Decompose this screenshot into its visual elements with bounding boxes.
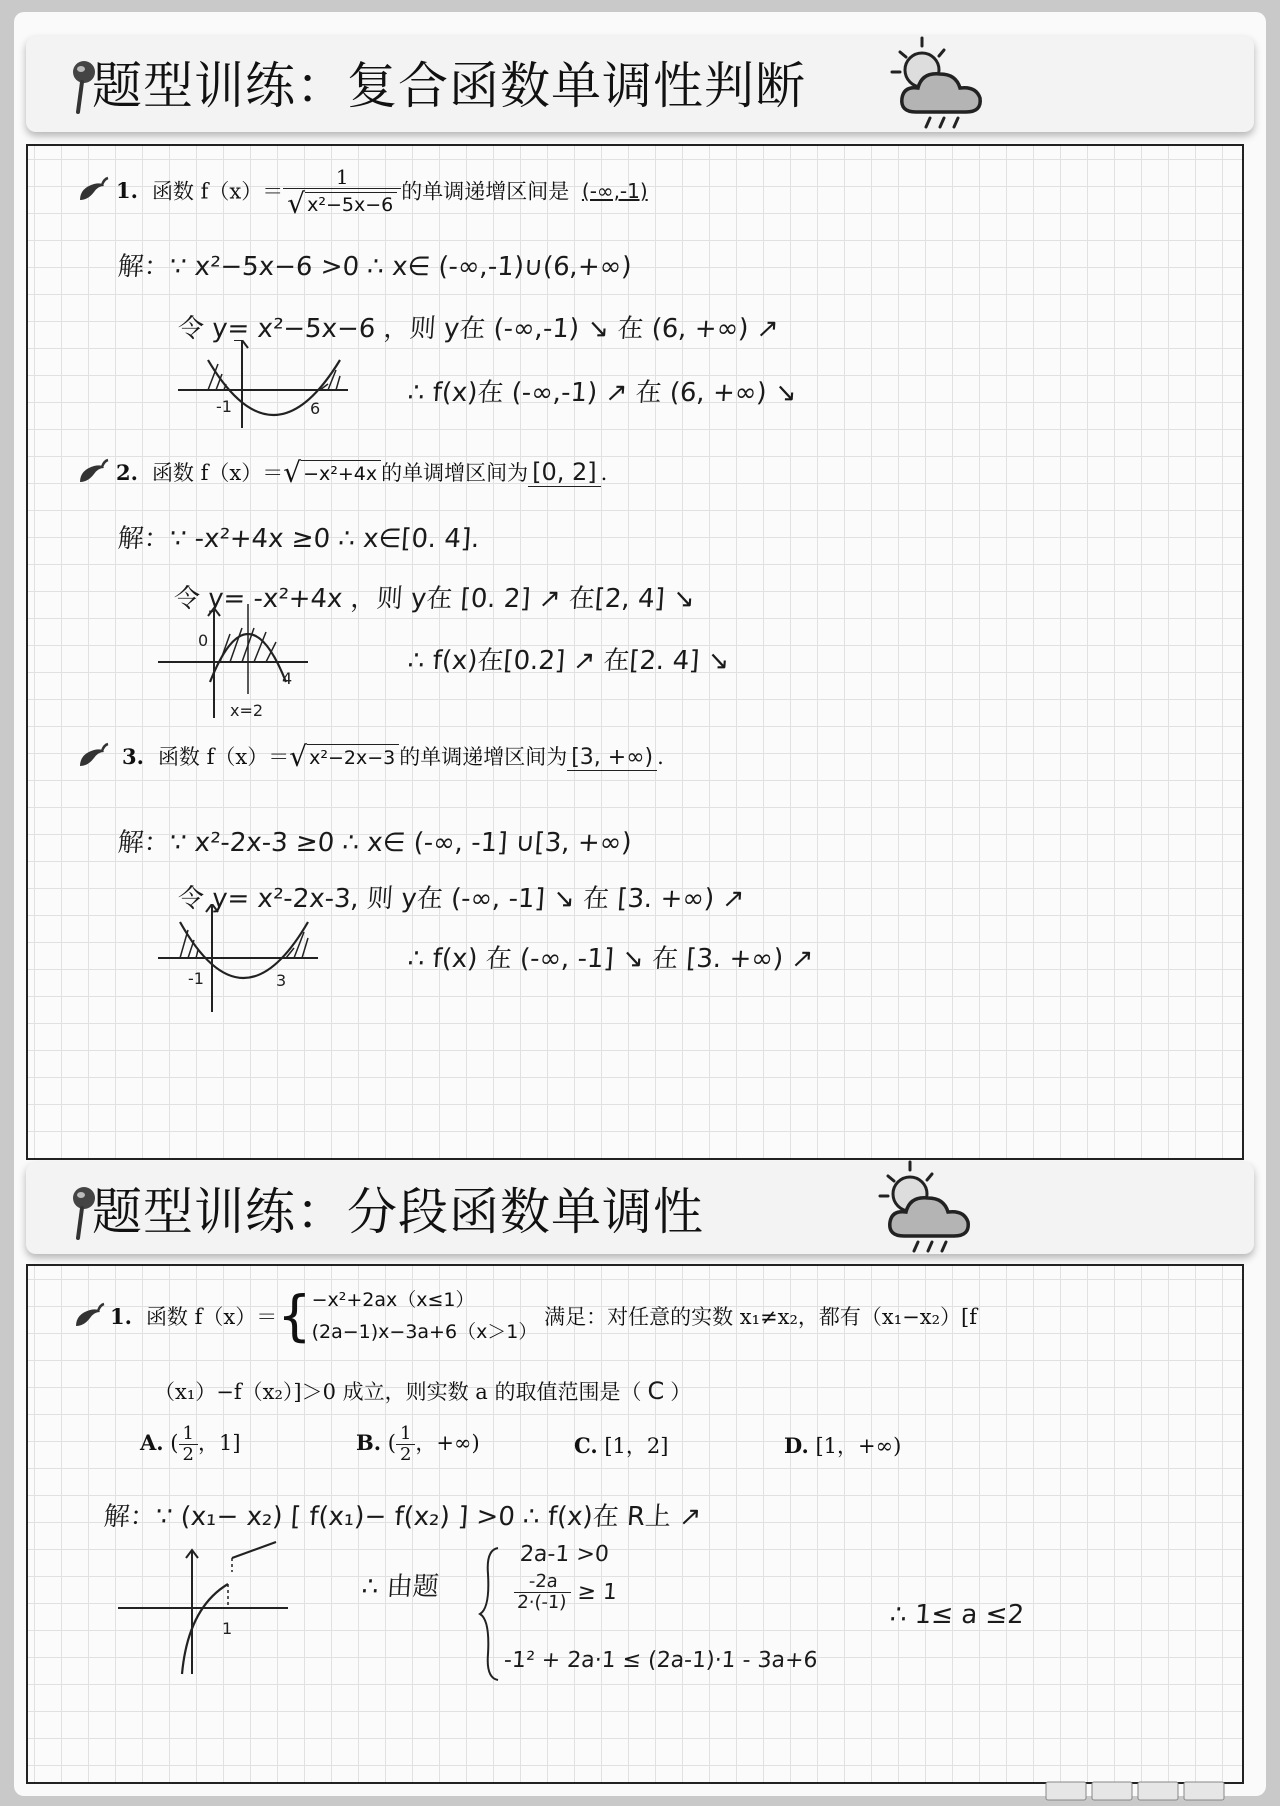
solution-line: ∴ f(x) 在 (-∞, -1] ↘ 在 [3. +∞) ↗ — [406, 944, 815, 974]
system-brace — [476, 1544, 506, 1684]
denominator: 2·(-1) — [516, 1591, 568, 1613]
solution-line: 令 y= x²-2x-3, 则 y在 (-∞, -1] ↘ 在 [3. +∞) ↗ — [176, 884, 746, 914]
question-piecewise — [110, 1284, 977, 1348]
partly-cloudy-rain-icon — [874, 1158, 994, 1254]
section-title: 题型训练：分段函数单调性 — [92, 1183, 704, 1241]
option-text: [1，2] — [604, 1434, 669, 1458]
parabola-sketch — [158, 904, 338, 1014]
solution-line: 解：∵ x²-2x-3 ≥0 ∴ x∈ (-∞, -1] ∪[3, +∞) — [116, 828, 633, 858]
solution-line: 令 y= -x²+4x ，则 y在 [0. 2] ↗ 在[2, 4] ↘ — [172, 584, 696, 614]
numerator: 1 — [396, 1424, 415, 1445]
denominator: 2 — [182, 1443, 194, 1465]
question-suffix: 的单调递增区间为 — [399, 745, 568, 769]
option-a — [140, 1424, 241, 1465]
option-label: D. — [784, 1433, 809, 1458]
axis-label: x=2 — [230, 701, 264, 720]
solution-line: ∴ f(x)在 (-∞,-1) ↗ 在 (6, +∞) ↘ — [406, 378, 798, 408]
conclusion: ∴ 1≤ a ≤2 — [888, 1600, 1025, 1630]
condition-text: （x₁）−f（x₂）]＞0 成立，则实数 a 的取值范围是（ — [154, 1380, 642, 1404]
option-label: C. — [574, 1433, 598, 1458]
system-eq-2 — [513, 1572, 619, 1613]
fraction — [513, 1572, 573, 1613]
sqrt-sign: √ — [289, 740, 308, 773]
question-suffix: 的单调增区间为 — [381, 461, 529, 485]
axis-label: -1 — [216, 397, 232, 416]
page-footer-marks — [1040, 1778, 1240, 1804]
option-c — [574, 1430, 668, 1460]
handwritten-choice: C — [647, 1377, 665, 1405]
radicand: x²−2x−3 — [307, 744, 399, 769]
chili-pepper-icon — [76, 176, 110, 204]
case-1: −x²+2ax（x≤1） — [311, 1289, 475, 1311]
relation: ≥ 1 — [576, 1579, 618, 1605]
question-suffix: 的单调递增区间是 — [401, 179, 570, 204]
numerator: -2a — [514, 1572, 573, 1593]
parabola-sketch — [178, 340, 358, 430]
question-prefix: 函数 f（x）＝ — [157, 745, 290, 769]
solution-line: 令 y= x²−5x−6 ，则 y在 (-∞,-1) ↘ 在 (6, +∞) ↗ — [176, 314, 780, 344]
fraction — [396, 1424, 415, 1465]
axis-label: 4 — [282, 669, 293, 688]
option-d — [784, 1430, 901, 1460]
denominator — [283, 189, 401, 220]
axis-label: 3 — [276, 971, 287, 990]
system-eq-1: 2a-1 >0 — [519, 1542, 610, 1567]
chili-pepper-icon — [76, 742, 110, 770]
section-title: 题型训练：复合函数单调性判断 — [92, 57, 806, 115]
condition-line-1: 满足：对任意的实数 x₁≠x₂，都有（x₁−x₂）[f — [544, 1305, 977, 1329]
section-banner-1 — [26, 36, 1254, 132]
option-label: B. — [356, 1429, 382, 1455]
axis-label: -1 — [188, 969, 204, 988]
solution-line: 解：∵ (x₁− x₂) [ f(x₁)− f(x₂) ] >0 ∴ f(x)在 R上 ↗ — [102, 1502, 703, 1532]
chili-pepper-icon — [76, 458, 110, 486]
denominator: 2 — [399, 1443, 412, 1465]
piecewise-graph-sketch — [118, 1538, 298, 1678]
section-panel-1 — [26, 144, 1244, 1160]
question-number: 3. — [122, 744, 144, 769]
handwritten-answer: (-∞,-1) — [581, 179, 648, 204]
question-number: 2. — [116, 460, 138, 485]
radicand: x²−5x−6 — [305, 192, 397, 216]
solution-from: ∴ 由题 — [360, 1572, 440, 1602]
fraction — [179, 1424, 198, 1465]
solution-line: 解：∵ x²−5x−6 >0 ∴ x∈ (-∞,-1)∪(6,+∞) — [116, 252, 633, 282]
question-number: 1. — [116, 178, 138, 204]
numerator: 1 — [283, 166, 401, 189]
period: . — [600, 461, 608, 485]
question-3 — [122, 740, 664, 773]
solution-line: 解：∵ -x²+4x ≥0 ∴ x∈[0. 4]. — [116, 524, 481, 554]
question-number: 1. — [110, 1303, 132, 1329]
period: . — [657, 745, 664, 769]
section-banner-2 — [26, 1162, 1254, 1254]
chili-pepper-icon — [72, 1302, 106, 1330]
axis-label: 6 — [310, 399, 321, 418]
piecewise-cases — [312, 1284, 538, 1348]
fraction — [283, 166, 401, 220]
option-b — [356, 1424, 480, 1465]
question-prefix: 函数 f（x）＝ — [151, 461, 284, 485]
option-rest: ，+∞) — [415, 1430, 480, 1455]
option-label: A. — [140, 1429, 164, 1455]
case-2: (2a−1)x−3a+6（x＞1） — [311, 1321, 538, 1343]
option-rest: ，1] — [197, 1430, 241, 1455]
sqrt-sign: √ — [287, 187, 306, 220]
system-eq-3: -1² + 2a·1 ≤ (2a-1)·1 - 3a+6 — [503, 1648, 819, 1673]
section-panel-2 — [26, 1264, 1244, 1784]
axis-label: 0 — [198, 631, 209, 650]
question-1 — [116, 166, 654, 220]
condition-end: ） — [670, 1380, 692, 1404]
parabola-sketch — [158, 598, 338, 728]
solution-line: ∴ f(x)在[0.2] ↗ 在[2. 4] ↘ — [406, 646, 731, 676]
left-brace: { — [277, 1284, 312, 1348]
question-prefix: 函数 f（x）＝ — [145, 1305, 278, 1329]
question-prefix: 函数 f（x）＝ — [151, 179, 284, 204]
handwritten-answer: [0, 2] — [528, 458, 601, 487]
handwritten-answer: [3, +∞) — [567, 745, 657, 771]
condition-line-2 — [154, 1376, 691, 1406]
option-bracket: ( — [387, 1430, 396, 1455]
radicand: −x²+4x — [301, 460, 381, 485]
option-text: [1，+∞) — [815, 1434, 902, 1458]
sqrt-sign: √ — [283, 456, 302, 489]
question-2 — [116, 456, 607, 489]
axis-label: 1 — [222, 1619, 233, 1638]
partly-cloudy-rain-icon — [886, 34, 1006, 130]
option-bracket: ( — [170, 1430, 179, 1455]
numerator: 1 — [179, 1424, 198, 1445]
